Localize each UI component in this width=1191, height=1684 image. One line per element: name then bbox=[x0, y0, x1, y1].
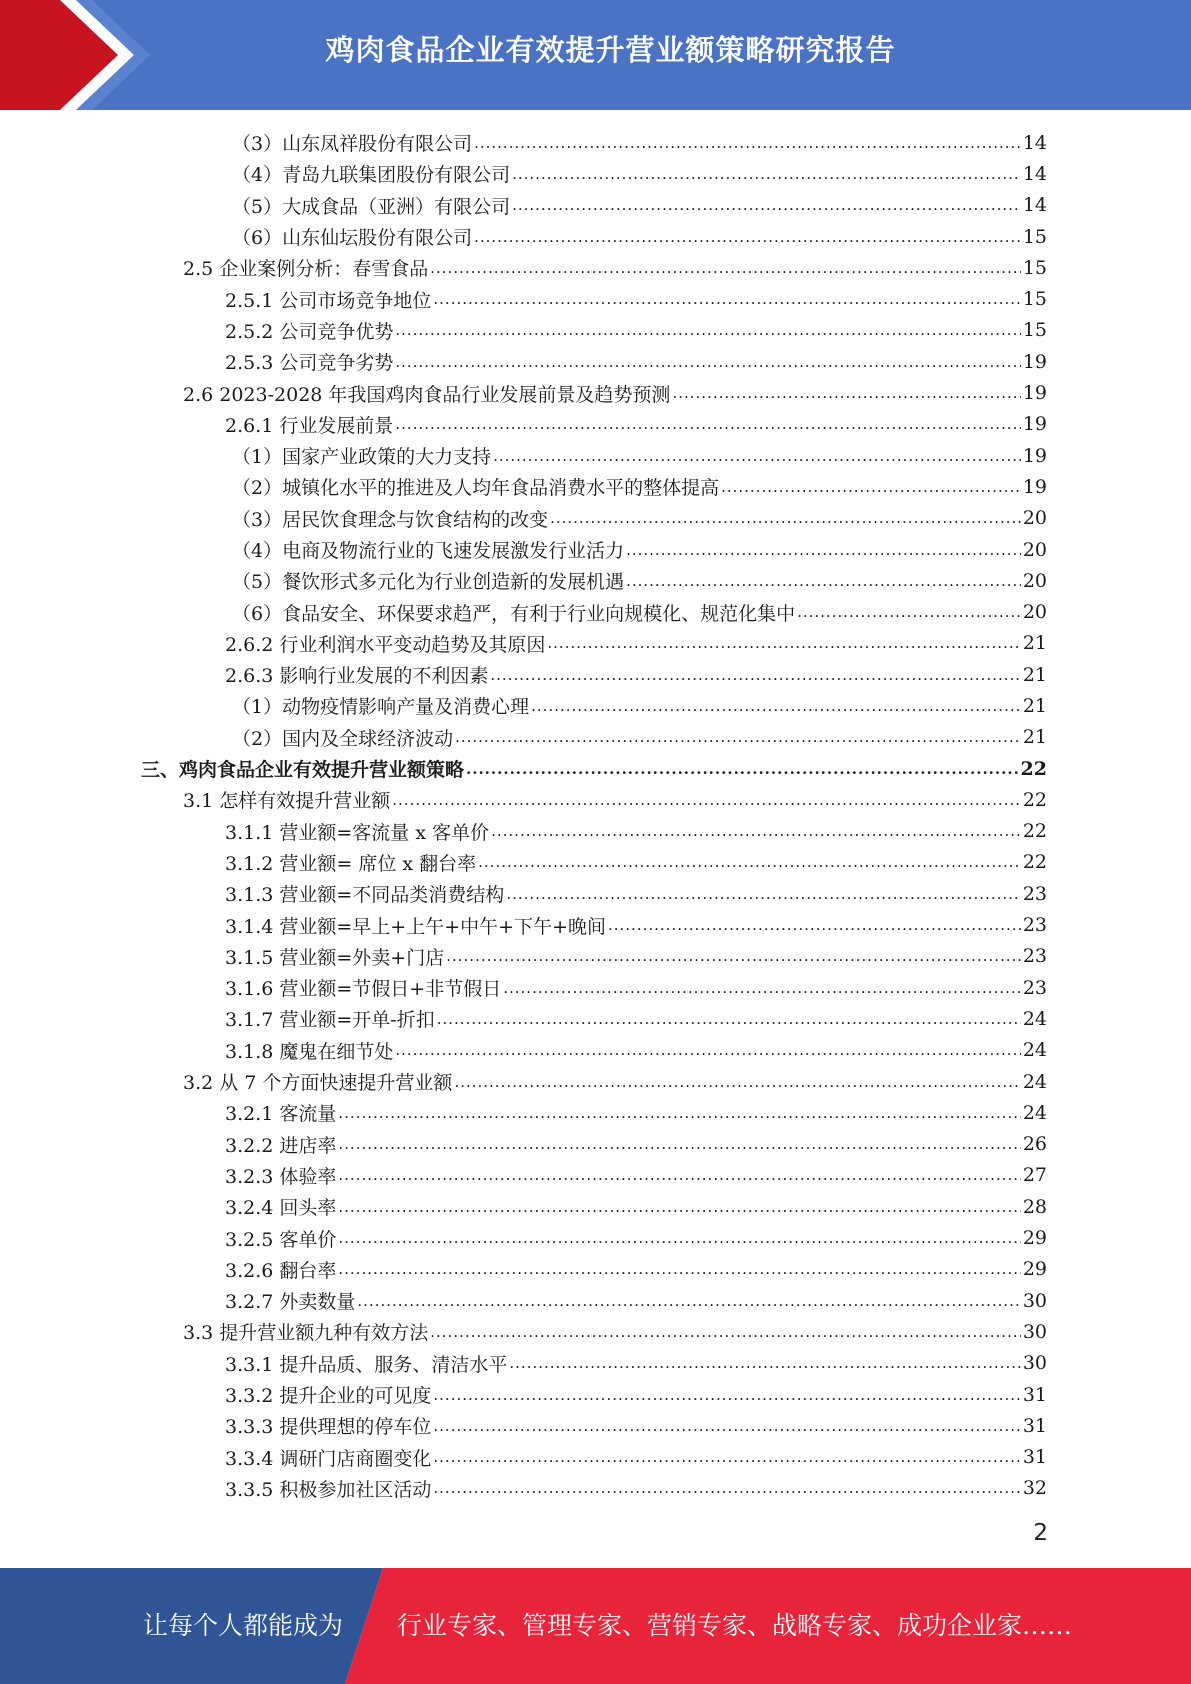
toc-entry[interactable] bbox=[0, 1348, 1191, 1379]
toc-entry-label: 2.6.3 影响行业发展的不利因素 bbox=[225, 665, 489, 688]
toc-entry-label: 3.1.7 营业额=开单-折扣 bbox=[225, 1009, 435, 1032]
toc-entry-page: 24 bbox=[1022, 1007, 1047, 1030]
toc-entry-page: 19 bbox=[1022, 444, 1047, 467]
toc-entry[interactable] bbox=[0, 1191, 1191, 1222]
toc-entry-page: 31 bbox=[1022, 1446, 1047, 1469]
toc-entry-page: 23 bbox=[1022, 914, 1047, 937]
toc-entry-page: 29 bbox=[1022, 1227, 1047, 1250]
toc-entry[interactable] bbox=[0, 1160, 1191, 1191]
toc-entry-label: 3.1.8 魔鬼在细节处 bbox=[225, 1040, 394, 1063]
toc-entry-label: 3.2.5 客单价 bbox=[225, 1228, 337, 1251]
footer-slogan-left: 让每个人都能成为 bbox=[143, 1611, 344, 1640]
toc-dot-leader bbox=[433, 1476, 1020, 1498]
toc-entry-label: （2）国内及全球经济波动 bbox=[232, 727, 454, 750]
toc-dot-leader bbox=[395, 318, 1020, 340]
toc-entry[interactable] bbox=[0, 628, 1191, 659]
toc-entry-label: （6）山东仙坛股份有限公司 bbox=[232, 227, 473, 250]
toc-entry-label: 3.1 怎样有效提升营业额 bbox=[183, 790, 391, 813]
toc-entry-page: 24 bbox=[1022, 1070, 1047, 1093]
toc-entry-page: 32 bbox=[1022, 1477, 1047, 1500]
page-header bbox=[0, 0, 1191, 110]
toc-dot-leader bbox=[446, 944, 1021, 966]
toc-entry[interactable] bbox=[0, 1254, 1191, 1285]
toc-entry[interactable] bbox=[0, 878, 1191, 909]
toc-entry-label: （5）大成食品（亚洲）有限公司 bbox=[232, 195, 511, 218]
toc-entry-label: 2.5.2 公司竞争优势 bbox=[225, 320, 394, 343]
toc-entry[interactable] bbox=[0, 753, 1191, 784]
toc-entry[interactable] bbox=[0, 596, 1191, 627]
toc-entry-label: 三、鸡肉食品企业有效提升营业额策略 bbox=[141, 759, 465, 782]
toc-entry-label: 2.5 企业案例分析：春雪食品 bbox=[183, 258, 429, 281]
toc-entry-label: 3.3.3 提供理想的停车位 bbox=[225, 1416, 432, 1439]
toc-entry-page: 22 bbox=[1022, 788, 1047, 811]
toc-entry-label: 3.3.2 提升企业的可见度 bbox=[225, 1385, 432, 1408]
toc-entry-page: 20 bbox=[1022, 569, 1047, 592]
toc-entry-page: 21 bbox=[1022, 632, 1047, 655]
toc-dot-leader bbox=[392, 788, 1021, 810]
toc-entry-label: （3）山东凤祥股份有限公司 bbox=[232, 133, 473, 156]
toc-entry-page: 20 bbox=[1022, 601, 1047, 624]
toc-entry[interactable] bbox=[0, 221, 1191, 252]
toc-entry-label: 3.2 从 7 个方面快速提升营业额 bbox=[183, 1072, 453, 1095]
toc-entry[interactable] bbox=[0, 127, 1191, 158]
toc-dot-leader bbox=[550, 506, 1021, 528]
toc-entry-label: 3.2.4 回头率 bbox=[225, 1197, 337, 1220]
toc-entry-label: 3.1.6 营业额=节假日+非节假日 bbox=[225, 978, 502, 1001]
toc-entry-label: 3.2.1 客流量 bbox=[225, 1103, 337, 1126]
toc-dot-leader bbox=[433, 287, 1020, 309]
toc-entry-page: 14 bbox=[1022, 131, 1047, 154]
toc-entry-label: 3.3 提升营业额九种有效方法 bbox=[183, 1322, 429, 1345]
table-of-contents bbox=[0, 127, 1191, 1504]
toc-dot-leader bbox=[506, 882, 1021, 904]
toc-entry-page: 21 bbox=[1022, 694, 1047, 717]
toc-entry-label: 3.3.4 调研门店商圈变化 bbox=[225, 1447, 432, 1470]
toc-entry-page: 23 bbox=[1022, 945, 1047, 968]
toc-entry[interactable] bbox=[0, 315, 1191, 346]
toc-dot-leader bbox=[437, 1007, 1021, 1029]
toc-dot-leader bbox=[338, 1132, 1020, 1154]
toc-dot-leader bbox=[608, 913, 1021, 935]
toc-entry-label: （1）动物疫情影响产量及消费心理 bbox=[232, 696, 530, 719]
toc-dot-leader bbox=[531, 694, 1021, 716]
toc-dot-leader bbox=[466, 757, 1019, 779]
toc-entry-label: 2.5.3 公司竞争劣势 bbox=[225, 352, 394, 375]
toc-dot-leader bbox=[454, 1070, 1020, 1092]
toc-entry-label: 3.1.5 营业额=外卖+门店 bbox=[225, 946, 445, 969]
toc-entry-label: 2.6 2023-2028 年我国鸡肉食品行业发展前景及趋势预测 bbox=[183, 383, 671, 406]
toc-entry-page: 20 bbox=[1022, 507, 1047, 530]
toc-dot-leader bbox=[493, 444, 1021, 466]
toc-entry-label: （6）食品安全、环保要求趋严，有利于行业向规模化、规范化集中 bbox=[232, 602, 796, 625]
toc-entry-label: 3.1.1 营业额=客流量 x 客单价 bbox=[225, 821, 490, 844]
toc-entry-page: 30 bbox=[1022, 1320, 1047, 1343]
toc-entry-label: （5）餐饮形式多元化为行业创造新的发展机遇 bbox=[232, 571, 625, 594]
toc-entry[interactable] bbox=[0, 972, 1191, 1003]
toc-entry[interactable] bbox=[0, 1285, 1191, 1316]
toc-entry[interactable] bbox=[0, 941, 1191, 972]
toc-entry[interactable] bbox=[0, 816, 1191, 847]
toc-dot-leader bbox=[338, 1226, 1020, 1248]
toc-entry-page: 15 bbox=[1022, 319, 1047, 342]
toc-entry-page: 21 bbox=[1022, 663, 1047, 686]
toc-entry[interactable] bbox=[0, 409, 1191, 440]
toc-dot-leader bbox=[490, 663, 1020, 685]
toc-entry-label: （1）国家产业政策的大力支持 bbox=[232, 446, 492, 469]
toc-entry-page: 29 bbox=[1022, 1258, 1047, 1281]
toc-entry-page: 22 bbox=[1022, 820, 1047, 843]
toc-entry-label: 3.2.2 进店率 bbox=[225, 1134, 337, 1157]
toc-dot-leader bbox=[433, 1383, 1020, 1405]
toc-entry-page: 15 bbox=[1022, 288, 1047, 311]
toc-entry[interactable] bbox=[0, 1097, 1191, 1128]
toc-entry-page: 31 bbox=[1022, 1383, 1047, 1406]
toc-dot-leader bbox=[430, 1320, 1021, 1342]
toc-dot-leader bbox=[512, 193, 1021, 215]
toc-entry-page: 19 bbox=[1022, 413, 1047, 436]
toc-entry[interactable] bbox=[0, 1003, 1191, 1034]
toc-entry-page: 31 bbox=[1022, 1414, 1047, 1437]
report-title: 鸡肉食品企业有效提升营业额策略研究报告 bbox=[325, 33, 896, 67]
toc-dot-leader bbox=[433, 1414, 1020, 1436]
toc-dot-leader bbox=[430, 256, 1021, 278]
toc-dot-leader bbox=[474, 225, 1021, 247]
toc-entry-label: 3.3.1 提升品质、服务、清洁水平 bbox=[225, 1353, 508, 1376]
toc-entry[interactable] bbox=[0, 158, 1191, 189]
toc-entry[interactable] bbox=[0, 503, 1191, 534]
toc-entry[interactable] bbox=[0, 784, 1191, 815]
toc-entry-page: 14 bbox=[1022, 194, 1047, 217]
toc-entry[interactable] bbox=[0, 440, 1191, 471]
toc-dot-leader bbox=[357, 1289, 1020, 1311]
toc-entry-label: （4）电商及物流行业的飞速发展激发行业活力 bbox=[232, 540, 625, 562]
toc-entry[interactable] bbox=[0, 909, 1191, 940]
toc-entry-page: 15 bbox=[1022, 256, 1047, 279]
toc-entry-page: 27 bbox=[1022, 1164, 1047, 1187]
toc-entry-label: （3）居民饮食理念与饮食结构的改变 bbox=[232, 508, 549, 531]
footer-slogan-right: 行业专家、管理专家、营销专家、战略专家、成功企业家…… bbox=[397, 1611, 1073, 1640]
toc-entry-page: 23 bbox=[1022, 976, 1047, 999]
toc-entry-label: 3.2.6 翻台率 bbox=[225, 1259, 337, 1282]
toc-dot-leader bbox=[512, 162, 1021, 184]
toc-dot-leader bbox=[478, 850, 1021, 872]
toc-entry-label: 3.1.4 营业额=早上+上午+中午+下午+晚间 bbox=[225, 915, 606, 938]
toc-dot-leader bbox=[338, 1257, 1020, 1279]
toc-dot-leader bbox=[797, 600, 1021, 622]
toc-entry-page: 24 bbox=[1022, 1039, 1047, 1062]
toc-dot-leader bbox=[338, 1163, 1020, 1185]
toc-dot-leader bbox=[491, 819, 1021, 841]
toc-dot-leader bbox=[626, 538, 1021, 560]
toc-entry[interactable] bbox=[0, 1222, 1191, 1253]
toc-dot-leader bbox=[395, 350, 1020, 372]
toc-entry-label: 3.2.7 外卖数量 bbox=[225, 1291, 356, 1314]
page-footer bbox=[0, 1568, 1191, 1684]
toc-entry[interactable] bbox=[0, 1410, 1191, 1441]
toc-entry[interactable] bbox=[0, 690, 1191, 721]
toc-dot-leader bbox=[433, 1445, 1020, 1467]
toc-entry[interactable] bbox=[0, 1066, 1191, 1097]
toc-entry[interactable] bbox=[0, 1035, 1191, 1066]
toc-dot-leader bbox=[455, 725, 1021, 747]
toc-entry-label: 3.2.3 体验率 bbox=[225, 1165, 337, 1188]
toc-entry[interactable] bbox=[0, 722, 1191, 753]
toc-entry-page: 24 bbox=[1022, 1101, 1047, 1124]
toc-dot-leader bbox=[626, 569, 1021, 591]
toc-entry-page: 20 bbox=[1022, 538, 1047, 561]
toc-entry[interactable] bbox=[0, 1473, 1191, 1504]
toc-dot-leader bbox=[395, 412, 1020, 434]
toc-entry[interactable] bbox=[0, 847, 1191, 878]
toc-entry-label: （2）城镇化水平的推进及人均年食品消费水平的整体提高 bbox=[232, 477, 720, 500]
toc-entry[interactable] bbox=[0, 1441, 1191, 1472]
toc-entry-page: 28 bbox=[1022, 1195, 1047, 1218]
toc-dot-leader bbox=[474, 131, 1021, 153]
toc-entry[interactable] bbox=[0, 471, 1191, 502]
toc-entry-page: 22 bbox=[1020, 757, 1047, 780]
toc-entry[interactable] bbox=[0, 377, 1191, 408]
toc-entry[interactable] bbox=[0, 190, 1191, 221]
toc-dot-leader bbox=[721, 475, 1021, 497]
toc-entry[interactable] bbox=[0, 565, 1191, 596]
toc-entry[interactable] bbox=[0, 1379, 1191, 1410]
toc-entry-page: 19 bbox=[1022, 475, 1047, 498]
toc-entry-label: 3.1.2 营业额= 席位 x 翻台率 bbox=[225, 852, 477, 875]
toc-entry-label: 3.3.5 积极参加社区活动 bbox=[225, 1478, 432, 1501]
toc-entry-page: 15 bbox=[1022, 225, 1047, 248]
toc-entry[interactable] bbox=[0, 252, 1191, 283]
toc-dot-leader bbox=[503, 976, 1021, 998]
toc-entry[interactable] bbox=[0, 1316, 1191, 1347]
toc-entry-label: （4）青岛九联集团股份有限公司 bbox=[232, 164, 511, 187]
toc-entry-page: 30 bbox=[1022, 1352, 1047, 1375]
toc-entry-page: 19 bbox=[1022, 382, 1047, 405]
page-number: 2 bbox=[1033, 1520, 1048, 1546]
toc-entry-label: 2.6.2 行业利润水平变动趋势及其原因 bbox=[225, 633, 546, 656]
toc-entry-page: 14 bbox=[1022, 162, 1047, 185]
toc-dot-leader bbox=[509, 1351, 1020, 1373]
toc-entry-page: 23 bbox=[1022, 882, 1047, 905]
toc-entry-page: 26 bbox=[1022, 1133, 1047, 1156]
toc-dot-leader bbox=[547, 631, 1020, 653]
toc-entry[interactable] bbox=[0, 534, 1191, 565]
toc-dot-leader bbox=[395, 1038, 1020, 1060]
toc-entry-page: 19 bbox=[1022, 350, 1047, 373]
toc-entry-page: 30 bbox=[1022, 1289, 1047, 1312]
toc-entry-label: 2.5.1 公司市场竞争地位 bbox=[225, 289, 432, 312]
toc-entry[interactable] bbox=[0, 659, 1191, 690]
toc-dot-leader bbox=[672, 381, 1020, 403]
toc-entry[interactable] bbox=[0, 346, 1191, 377]
toc-entry[interactable] bbox=[0, 283, 1191, 314]
toc-entry-label: 2.6.1 行业发展前景 bbox=[225, 414, 394, 437]
toc-entry-page: 22 bbox=[1022, 851, 1047, 874]
toc-dot-leader bbox=[338, 1101, 1020, 1123]
toc-dot-leader bbox=[338, 1195, 1020, 1217]
toc-entry-page: 21 bbox=[1022, 726, 1047, 749]
toc-entry[interactable] bbox=[0, 1129, 1191, 1160]
toc-entry-label: 3.1.3 营业额=不同品类消费结构 bbox=[225, 884, 505, 907]
